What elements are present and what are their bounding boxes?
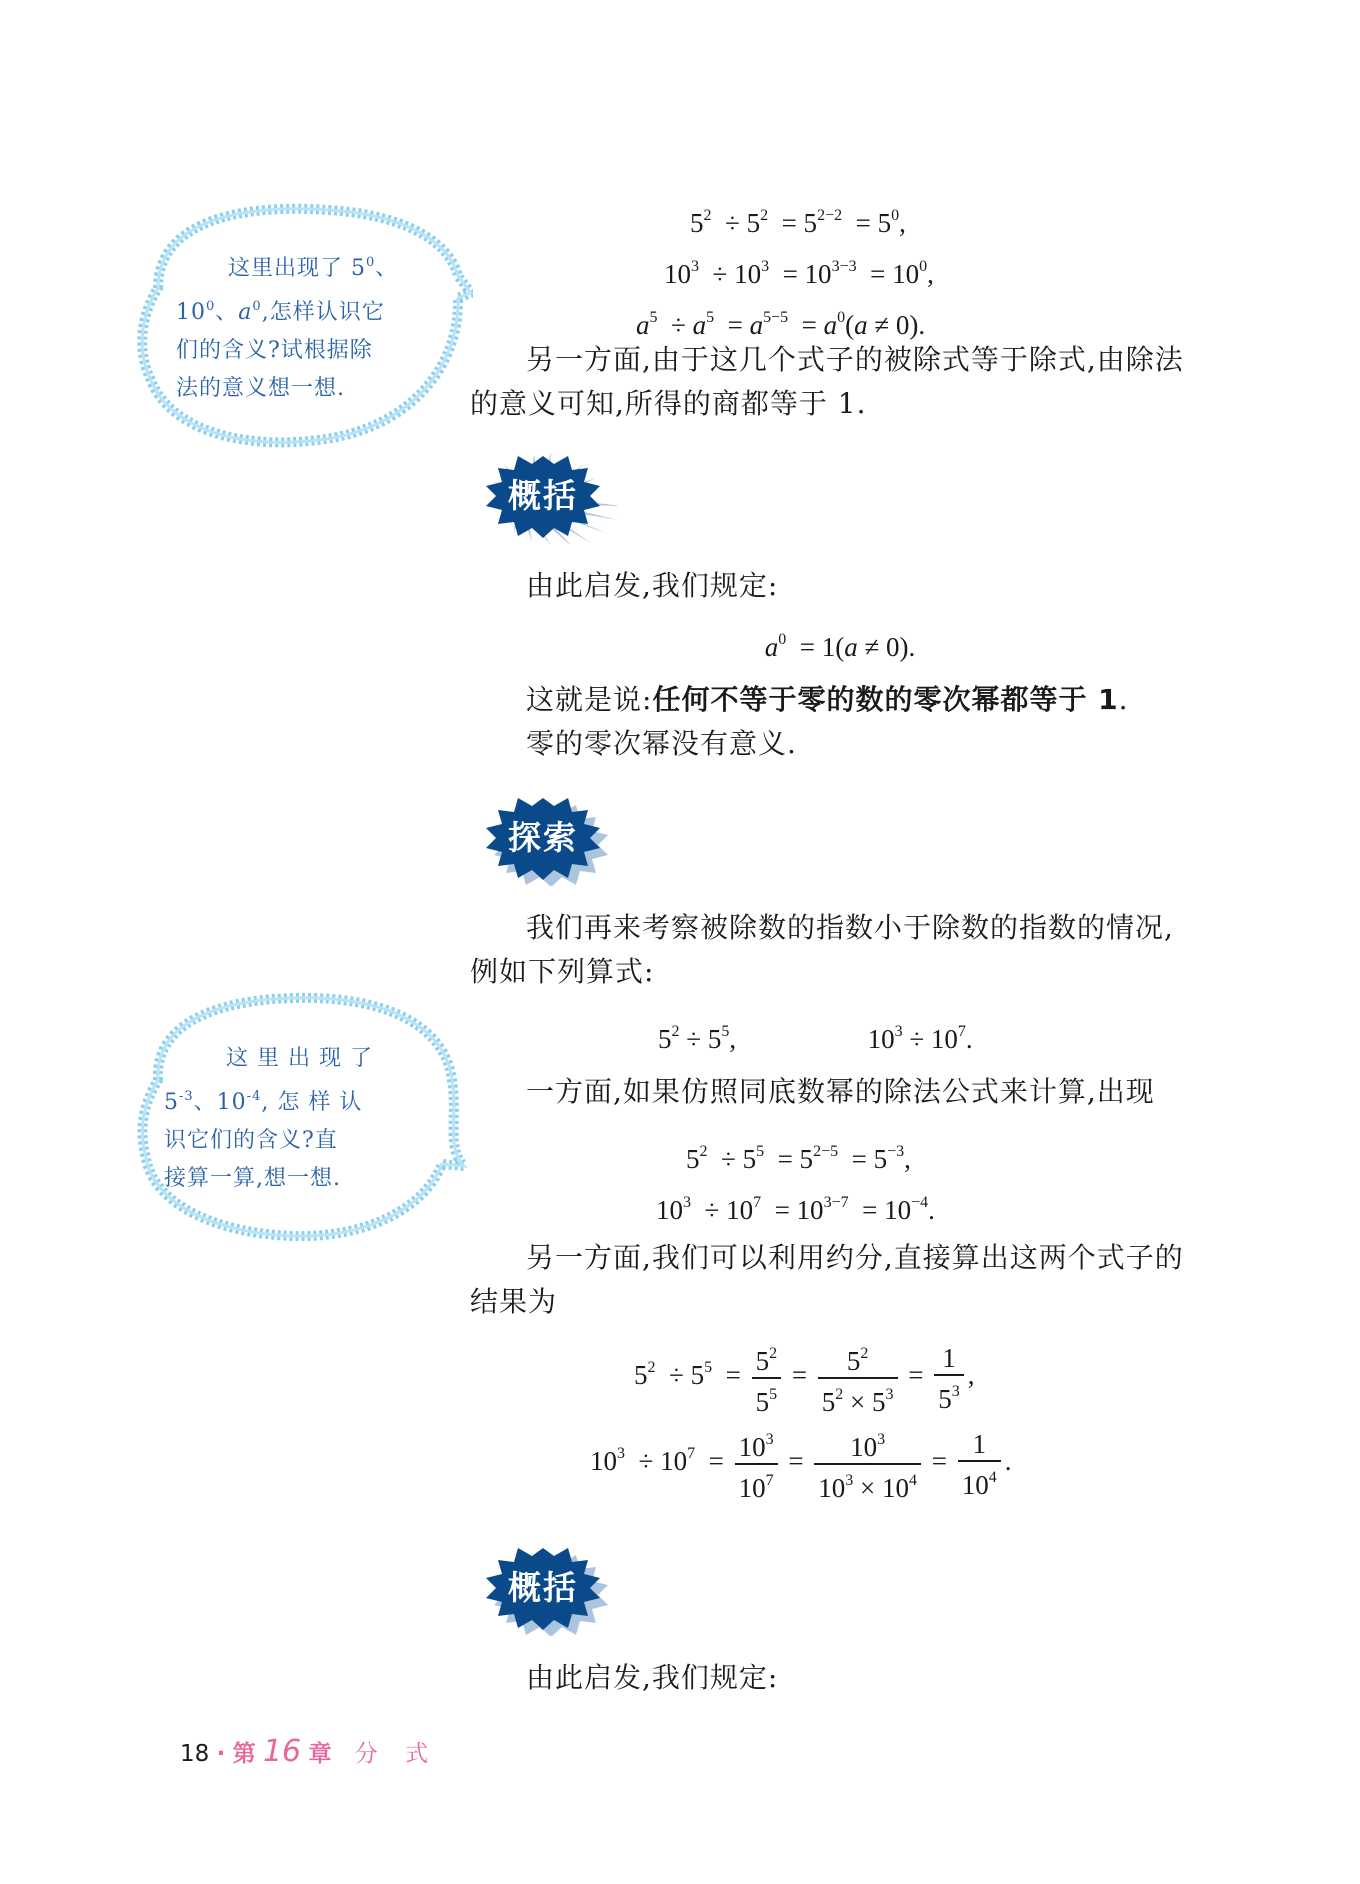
equation-fraction-1: $5^2 \div 5^5$ = $\frac{5^2}{5^5}$ = $\frac{5^2}{5^2 \times 5^3}$ = $\frac{1}{5^3}$ ,	[634, 1338, 975, 1418]
equation-block-2: $5^2 \div 5^5 = 5^{2-5} = 5^{-3}$, $10^3 \div 10^7 = 10^{3-7} = 10^{-4}$.	[656, 1143, 935, 1225]
chapter-suffix: 章	[308, 1741, 332, 1767]
badge-generalize-2	[468, 1540, 618, 1636]
bubble-2-text: 这 里 出 现 了 $5^{-3}$、$10^{-4}$, 怎 样 认 识它们的含义?直 接算一算,想一想.	[164, 1046, 373, 1191]
paragraph-inspiration-1: 由此启发,我们规定:	[526, 569, 779, 602]
equation-examples: $5^2 \div 5^5$, $10^3 \div 10^7$.	[658, 1023, 973, 1054]
chapter-prefix: 第	[232, 1741, 256, 1767]
equation-fraction-2: $10^3 \div 10^7$ = $\frac{10^3}{10^7}$ = $\frac{10^3}{10^3 \times 10^4}$ = $\frac{1}{10^4}$ .	[590, 1424, 1012, 1504]
thought-bubble-1	[128, 198, 473, 458]
footer-dot: ·	[216, 1741, 226, 1767]
paragraph-inspiration-2: 由此启发,我们规定:	[526, 1661, 779, 1694]
page-footer	[180, 1734, 438, 1769]
thought-bubble-2	[124, 988, 474, 1248]
badge-generalize-2-label: 概括	[508, 1568, 578, 1607]
paragraph-rule-statement: 这就是说:任何不等于零的数的零次幂都等于 1.	[526, 683, 1129, 716]
chapter-title: 分 式	[354, 1741, 439, 1767]
badge-explore	[468, 790, 618, 886]
paragraph-examine: 我们再来考察被除数的指数小于除数的指数的情况,例如下列算式:	[470, 911, 1174, 988]
bubble-1-text: 这里出现了 $5^0$、 $10^0$、$a^0$,怎样认识它 们的含义?试根据除 法的意义想一想.	[176, 255, 399, 401]
badge-generalize-1-label: 概括	[508, 476, 578, 515]
badge-explore-label: 探索	[508, 818, 578, 857]
equation-zero-exponent: $a^0 = 1(a \ne 0)$.	[764, 631, 916, 662]
page-number: 18	[180, 1741, 210, 1767]
paragraph-zero-to-zero: 零的零次幂没有意义.	[526, 727, 797, 760]
equation-block-1: $5^2 \div 5^2 = 5^{2-2} = 5^0$, $10^3 \div 10^3 = 10^{3-3} = 10^0$, $a^5 \div a^5 = a^{5-5} = a^0(a \ne 0)$.	[636, 207, 934, 340]
chapter-number: 16	[262, 1734, 302, 1769]
paragraph-quotient-one: 另一方面,由于这几个式子的被除式等于除式,由除法的意义可知,所得的商都等于 1.	[470, 343, 1184, 420]
paragraph-reduce: 另一方面,我们可以利用约分,直接算出这两个式子的结果为	[470, 1241, 1184, 1318]
badge-generalize-1	[468, 448, 618, 544]
paragraph-imitate: 一方面,如果仿照同底数幂的除法公式来计算,出现	[526, 1075, 1155, 1108]
